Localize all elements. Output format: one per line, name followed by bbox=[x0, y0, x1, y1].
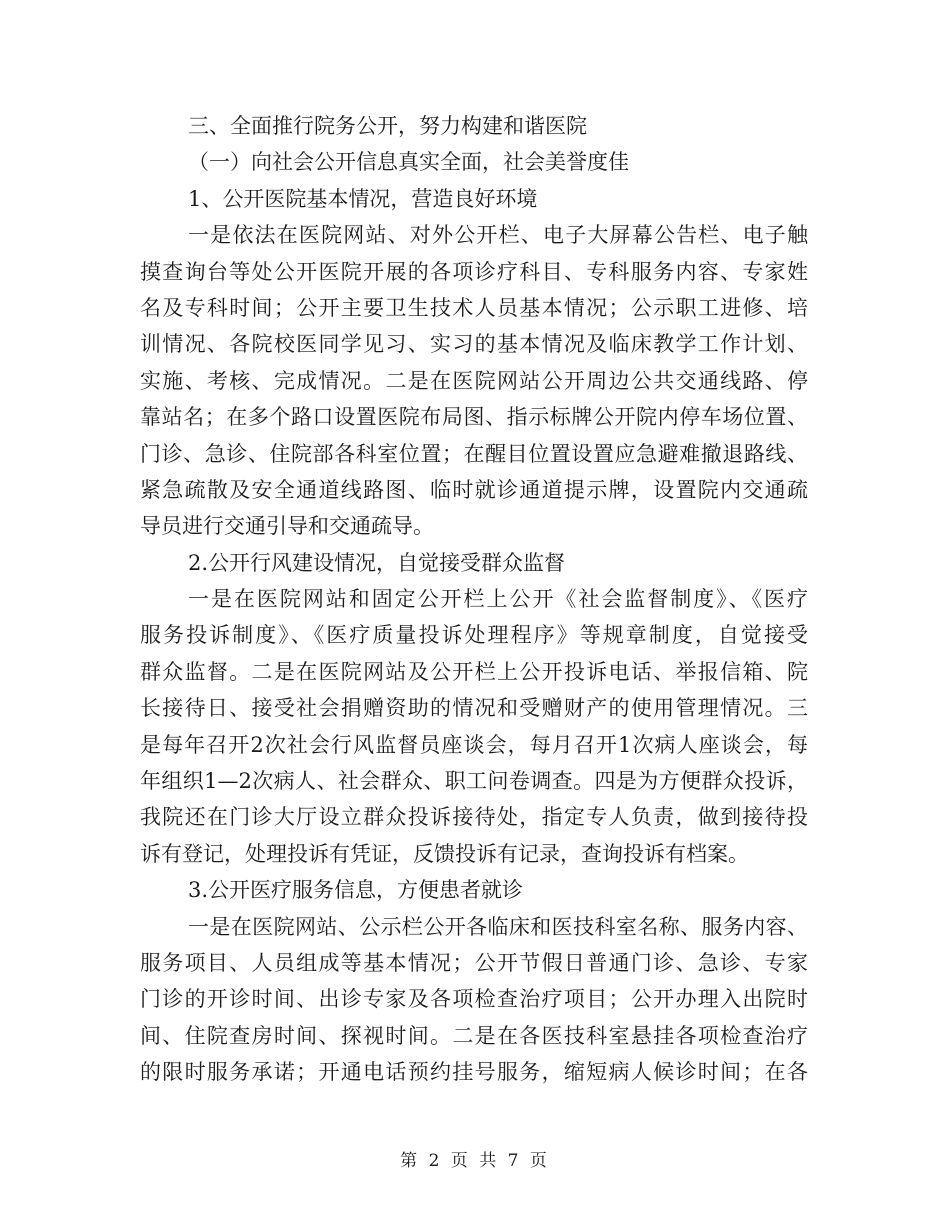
text-line: 一是在医院网站、公示栏公开各临床和医技科室名称、服务内容、 bbox=[188, 914, 808, 939]
text-line: 门诊的开诊时间、出诊专家及各项检查治疗项目；公开办理入出院时 bbox=[140, 987, 808, 1012]
text-line: 一是在医院网站和固定公开栏上公开《社会监督制度》、《医疗 bbox=[188, 587, 808, 612]
text-line: 服务投诉制度》、《医疗质量投诉处理程序》等规章制度，自觉接受 bbox=[140, 623, 808, 648]
text-line: 1、公开医院基本情况，营造良好环境 bbox=[188, 186, 538, 211]
text-line: 的限时服务承诺；开通电话预约挂号服务，缩短病人候诊时间；在各 bbox=[140, 1060, 808, 1085]
text-line: 靠站名；在多个路口设置医院布局图、指示标牌公开院内停车场位置、 bbox=[140, 405, 808, 430]
text-line: 年组织1—2次病人、社会群众、职工问卷调查。四是为方便群众投诉， bbox=[140, 769, 808, 794]
text-line: 训情况、各院校医同学见习、实习的基本情况及临床教学工作计划、 bbox=[140, 332, 808, 357]
text-line: 3.公开医疗服务信息，方便患者就诊 bbox=[188, 878, 524, 903]
text-line: 间、住院查房时间、探视时间。二是在各医技科室悬挂各项检查治疗 bbox=[140, 1023, 808, 1048]
text-line: 实施、考核、完成情况。二是在医院网站公开周边公共交通线路、停 bbox=[140, 368, 808, 393]
text-line: 导员进行交通引导和交通疏导。 bbox=[140, 514, 434, 539]
text-line: 三、全面推行院务公开，努力构建和谐医院 bbox=[188, 114, 587, 138]
text-line: 一是依法在医院网站、对外公开栏、电子大屏幕公告栏、电子触 bbox=[188, 223, 808, 248]
text-line: 长接待日、接受社会捐赠资助的情况和受赠财产的使用管理情况。三 bbox=[140, 696, 808, 721]
text-line: 我院还在门诊大厅设立群众投诉接待处，指定专人负责，做到接待投 bbox=[140, 805, 808, 830]
text-line: 群众监督。二是在医院网站及公开栏上公开投诉电话、举报信箱、院 bbox=[140, 659, 808, 684]
document-body bbox=[140, 108, 808, 1091]
text-line: 是每年召开2次社会行风监督员座谈会，每月召开1次病人座谈会，每 bbox=[140, 732, 808, 757]
text-line: 诉有登记，处理投诉有凭证，反馈投诉有记录，查询投诉有档案。 bbox=[140, 841, 749, 866]
text-line: 名及专科时间；公开主要卫生技术人员基本情况；公示职工进修、培 bbox=[140, 295, 808, 320]
text-line: 服务项目、人员组成等基本情况；公开节假日普通门诊、急诊、专家 bbox=[140, 950, 808, 975]
text-line: （一）向社会公开信息真实全面，社会美誉度佳 bbox=[188, 150, 629, 175]
text-line: 摸查询台等处公开医院开展的各项诊疗科目、专科服务内容、专家姓 bbox=[140, 259, 808, 284]
text-line: 2.公开行风建设情况，自觉接受群众监督 bbox=[188, 550, 566, 575]
text-line: 门诊、急诊、住院部各科室位置；在醒目位置设置应急避难撤退路线、 bbox=[140, 441, 808, 466]
text-line: 紧急疏散及安全通道线路图、临时就诊通道提示牌，设置院内交通疏 bbox=[140, 477, 808, 502]
page-footer: 第 2 页 共 7 页 bbox=[400, 1151, 550, 1171]
